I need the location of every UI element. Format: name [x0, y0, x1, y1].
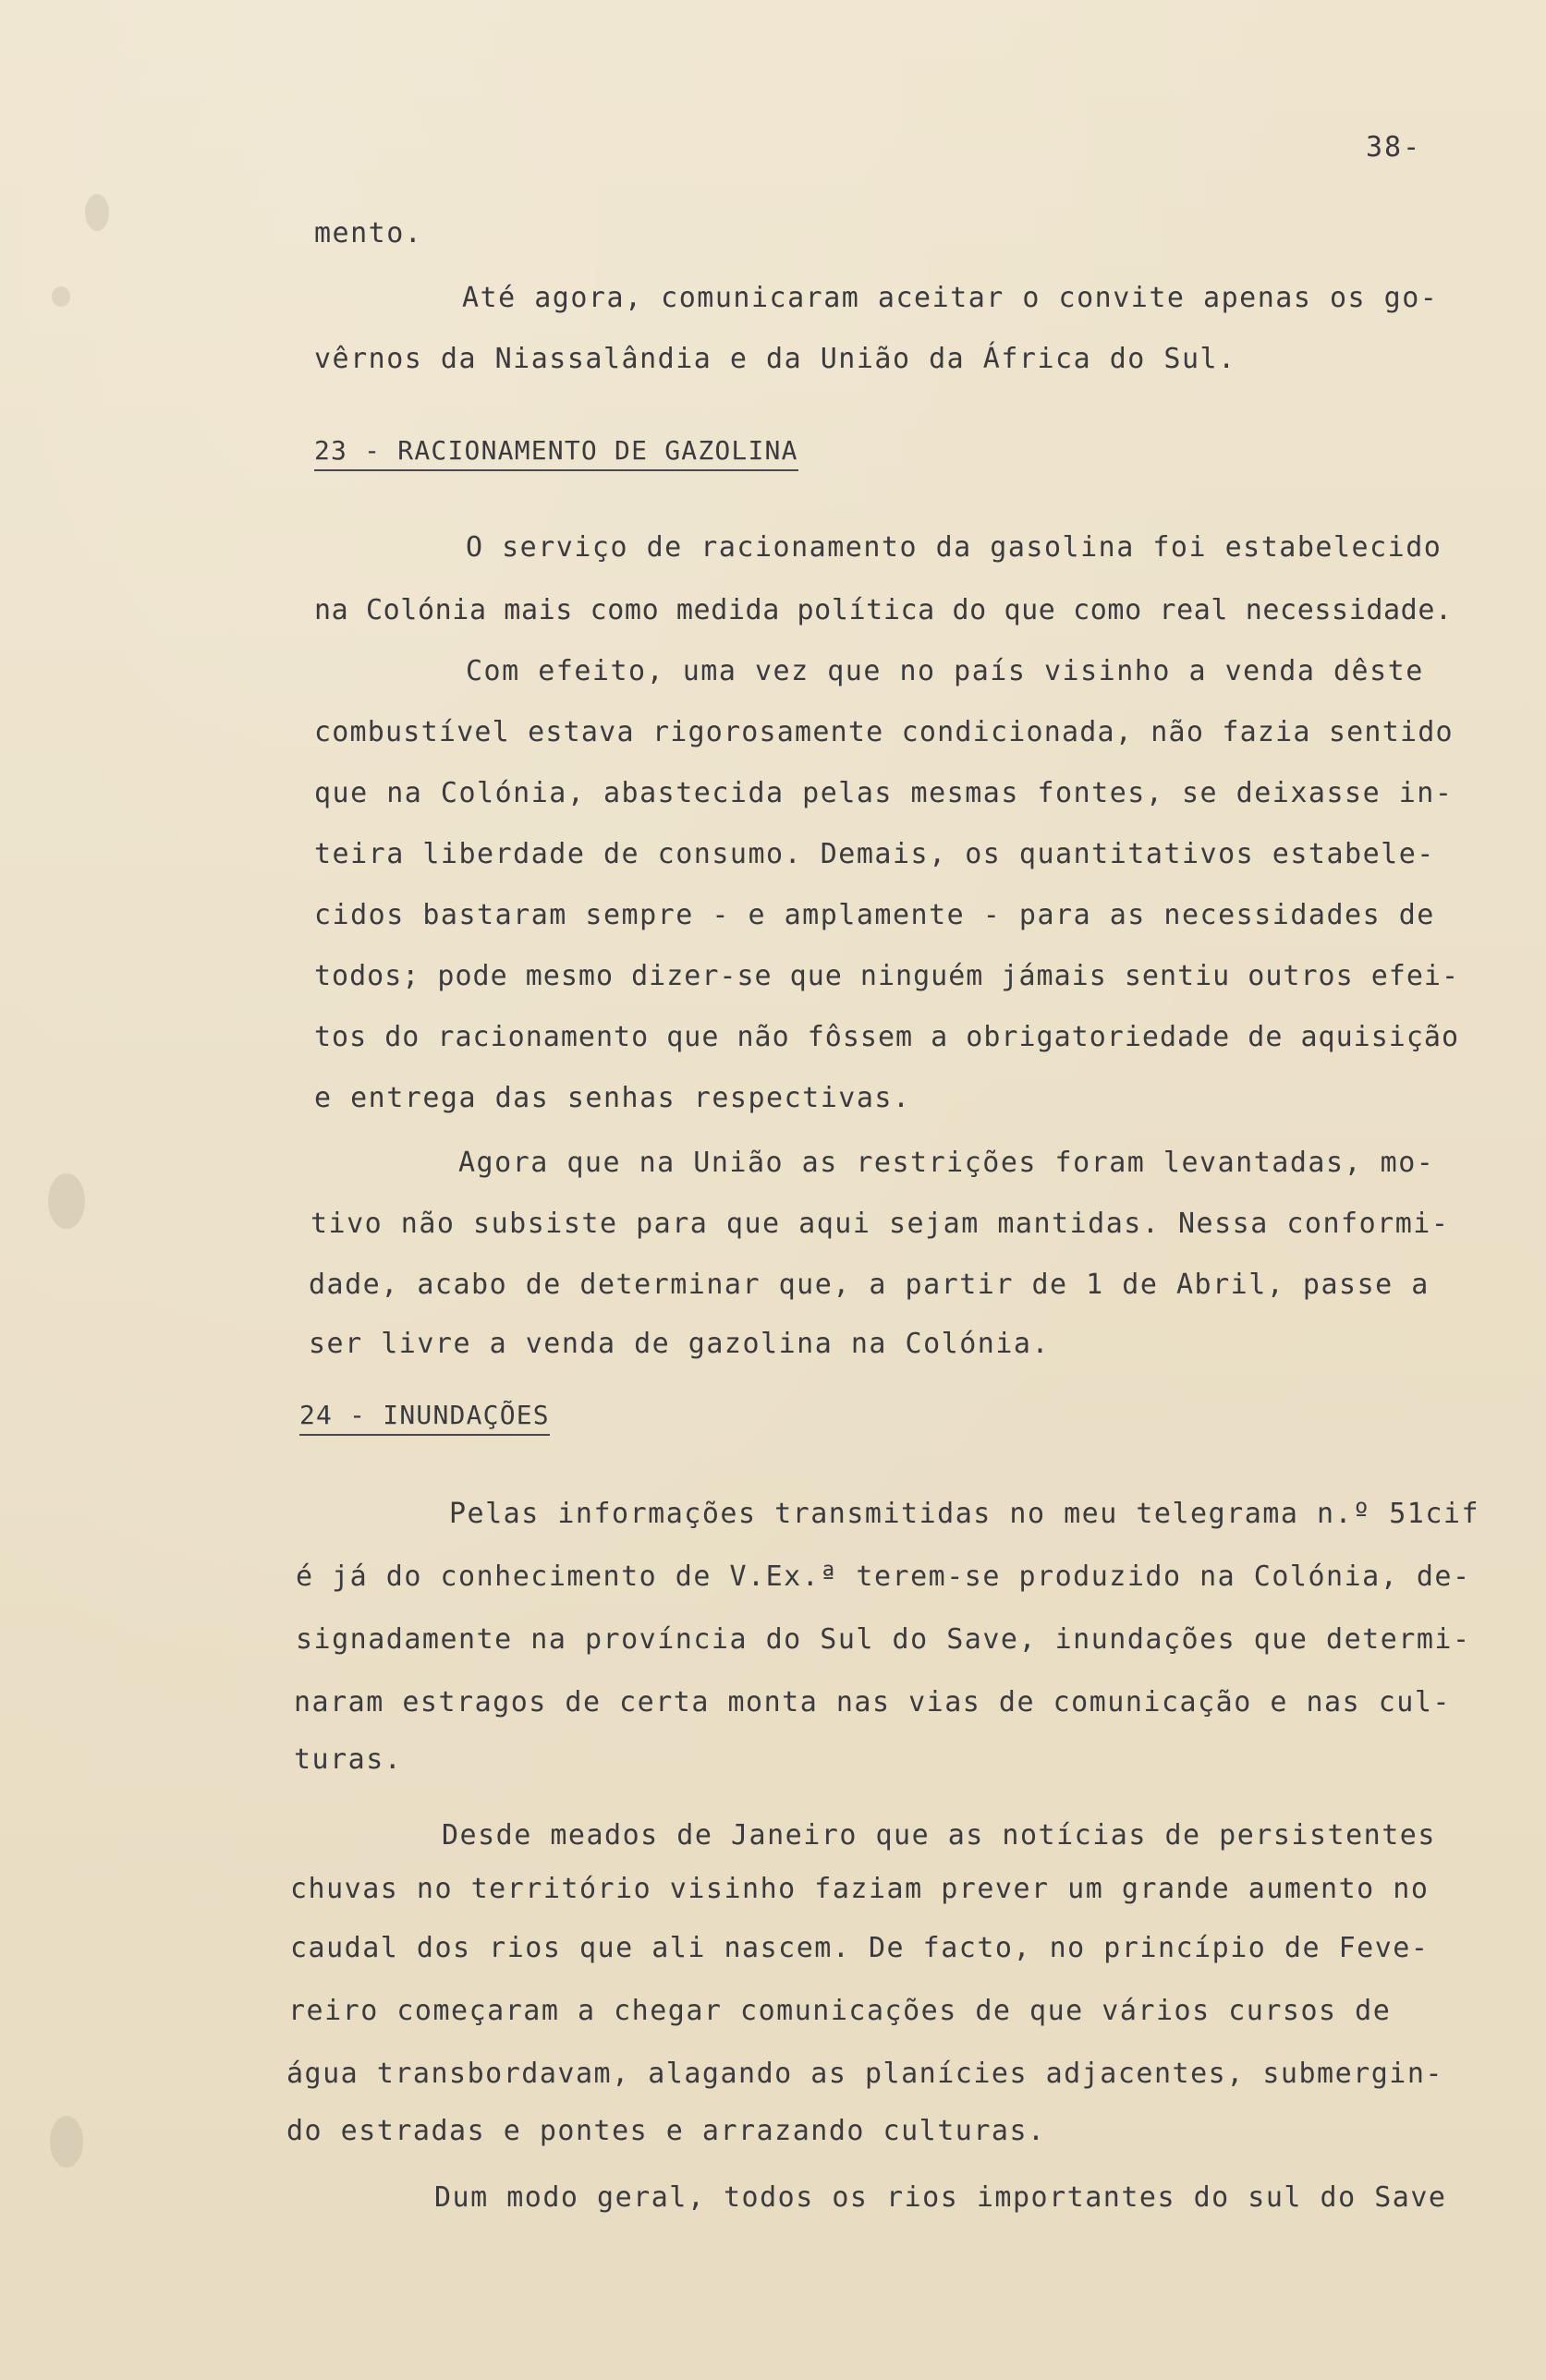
- section-heading-24: 24 - INUNDAÇÕES: [299, 1402, 550, 1436]
- text-line: teira liberdade de consumo. Demais, os quantitativos estabele-: [314, 838, 1435, 870]
- text-line: Desde meados de Janeiro que as notícias de persistentes: [442, 1819, 1436, 1852]
- page-number: 38-: [1366, 131, 1422, 164]
- text-line: e entrega das senhas respectivas.: [314, 1082, 911, 1114]
- text-line: todos; pode mesmo dizer-se que ninguém jámais sentiu outros efei-: [314, 960, 1459, 992]
- text-line: Agora que na União as restrições foram levantadas, mo-: [458, 1147, 1435, 1179]
- binder-hole-mark: [50, 2116, 83, 2168]
- text-line: turas.: [294, 1743, 403, 1776]
- text-line: do estradas e pontes e arrazando culturas.: [286, 2115, 1046, 2147]
- text-line: na Colónia mais como medida política do que como real necessidade.: [314, 594, 1453, 626]
- text-line: cidos bastaram sempre - e amplamente - para as necessidades de: [314, 899, 1435, 931]
- text-line: Até agora, comunicaram aceitar o convite apenas os go-: [462, 282, 1439, 314]
- text-line: combustível estava rigorosamente condicionada, não fazia sentido: [314, 716, 1454, 748]
- text-line: tos do racionamento que não fôssem a obrigatoriedade de aquisição: [314, 1021, 1459, 1053]
- text-line: chuvas no território visinho faziam prever um grande aumento no: [290, 1873, 1430, 1905]
- text-line: dade, acabo de determinar que, a partir de 1 de Abril, passe a: [309, 1269, 1430, 1301]
- section-heading-23: 23 - RACIONAMENTO DE GAZOLINA: [314, 438, 798, 471]
- text-line: O serviço de racionamento da gasolina foi estabelecido: [466, 531, 1443, 564]
- text-line: vêrnos da Niassalândia e da União da África do Sul.: [314, 343, 1236, 375]
- text-line: Pelas informações transmitidas no meu telegrama n.º 51cif: [449, 1498, 1480, 1530]
- text-line: reiro começaram a chegar comunicações de que vários cursos de: [288, 1995, 1392, 2027]
- binder-hole-mark: [85, 194, 109, 231]
- text-line: que na Colónia, abastecida pelas mesmas fontes, se deixasse in-: [314, 777, 1454, 809]
- text-line: naram estragos de certa monta nas vias de comunicação e nas cul-: [294, 1686, 1451, 1718]
- text-line: ser livre a venda de gazolina na Colónia.: [309, 1328, 1051, 1360]
- text-line: signadamente na província do Sul do Save, inundações que determi-: [296, 1623, 1471, 1656]
- text-line: Com efeito, uma vez que no país visinho a venda dêste: [466, 655, 1424, 687]
- binder-hole-mark: [52, 286, 70, 307]
- binder-hole-mark: [48, 1173, 85, 1229]
- text-line: Dum modo geral, todos os rios importantes do sul do Save: [434, 2181, 1447, 2214]
- text-line: mento.: [314, 217, 423, 249]
- text-line: tivo não subsiste para que aqui sejam mantidas. Nessa conformi-: [310, 1208, 1450, 1240]
- text-line: caudal dos rios que ali nascem. De facto, no princípio de Feve-: [290, 1932, 1430, 1964]
- text-line: é já do conhecimento de V.Ex.ª terem-se produzido na Colónia, de-: [296, 1560, 1471, 1593]
- text-line: água transbordavam, alagando as planícies adjacentes, submergin-: [286, 2058, 1443, 2090]
